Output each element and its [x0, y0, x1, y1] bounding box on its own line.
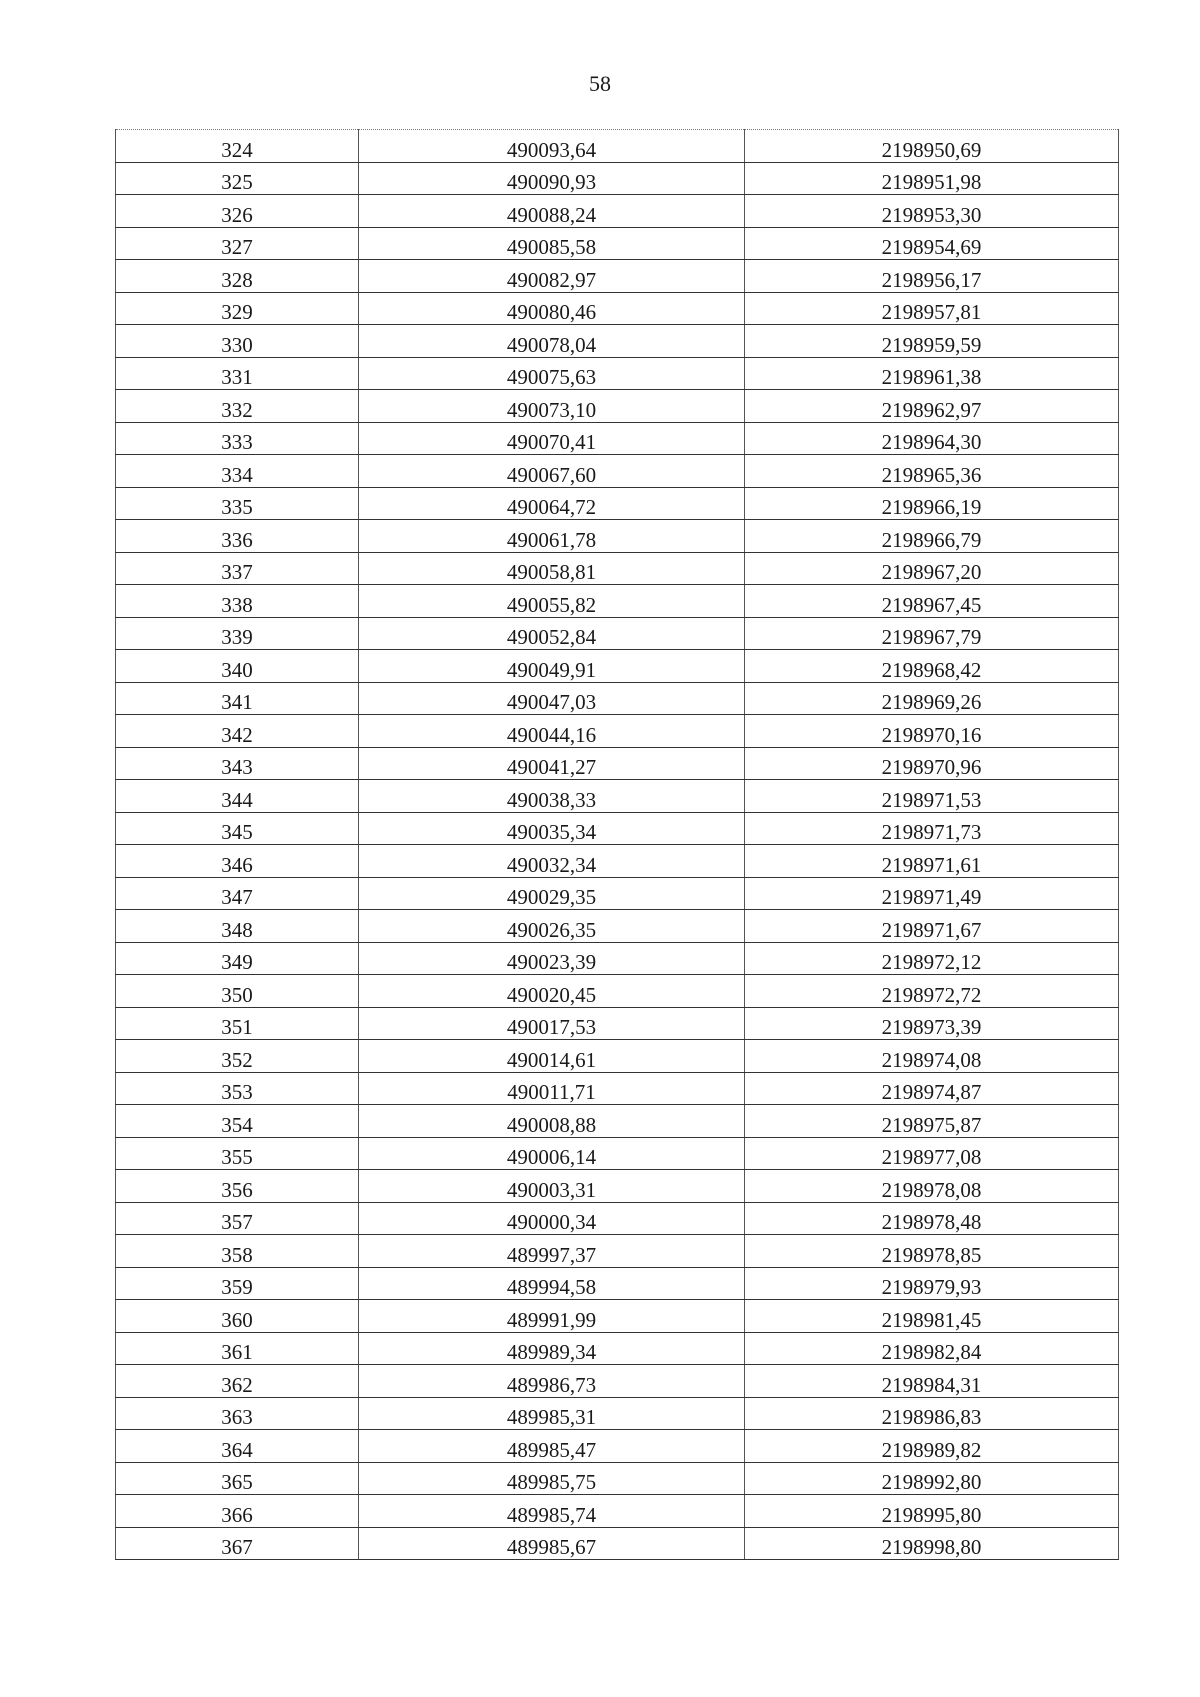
point-number-cell: 334	[116, 455, 359, 488]
y-coordinate-cell: 2198975,87	[745, 1105, 1119, 1138]
x-coordinate-cell: 489985,31	[359, 1397, 745, 1430]
table-row	[116, 520, 1119, 553]
point-number-cell: 344	[116, 780, 359, 813]
point-number-cell: 341	[116, 682, 359, 715]
y-coordinate-cell: 2198979,93	[745, 1267, 1119, 1300]
point-number-cell: 347	[116, 877, 359, 910]
table-row	[116, 195, 1119, 228]
point-number-cell: 336	[116, 520, 359, 553]
x-coordinate-cell: 490078,04	[359, 325, 745, 358]
table-row	[116, 942, 1119, 975]
table-row	[116, 422, 1119, 455]
table-row	[116, 1365, 1119, 1398]
point-number-cell: 331	[116, 357, 359, 390]
point-number-cell: 329	[116, 292, 359, 325]
x-coordinate-cell: 490085,58	[359, 227, 745, 260]
x-coordinate-cell: 490029,35	[359, 877, 745, 910]
table-row	[116, 130, 1119, 163]
x-coordinate-cell: 490080,46	[359, 292, 745, 325]
table-row	[116, 877, 1119, 910]
point-number-cell: 357	[116, 1202, 359, 1235]
y-coordinate-cell: 2198971,61	[745, 845, 1119, 878]
y-coordinate-cell: 2198981,45	[745, 1300, 1119, 1333]
y-coordinate-cell: 2198995,80	[745, 1495, 1119, 1528]
x-coordinate-cell: 489997,37	[359, 1235, 745, 1268]
y-coordinate-cell: 2198982,84	[745, 1332, 1119, 1365]
x-coordinate-cell: 490049,91	[359, 650, 745, 683]
point-number-cell: 325	[116, 162, 359, 195]
y-coordinate-cell: 2198954,69	[745, 227, 1119, 260]
point-number-cell: 352	[116, 1040, 359, 1073]
table-row	[116, 1235, 1119, 1268]
table-row	[116, 780, 1119, 813]
table-row	[116, 487, 1119, 520]
table-row	[116, 910, 1119, 943]
y-coordinate-cell: 2198970,16	[745, 715, 1119, 748]
table-row	[116, 1527, 1119, 1560]
y-coordinate-cell: 2198966,79	[745, 520, 1119, 553]
x-coordinate-cell: 490055,82	[359, 585, 745, 618]
x-coordinate-cell: 490088,24	[359, 195, 745, 228]
x-coordinate-cell: 490006,14	[359, 1137, 745, 1170]
x-coordinate-cell: 490014,61	[359, 1040, 745, 1073]
point-number-cell: 346	[116, 845, 359, 878]
point-number-cell: 340	[116, 650, 359, 683]
table-row	[116, 1007, 1119, 1040]
point-number-cell: 345	[116, 812, 359, 845]
y-coordinate-cell: 2198964,30	[745, 422, 1119, 455]
x-coordinate-cell: 490082,97	[359, 260, 745, 293]
y-coordinate-cell: 2198962,97	[745, 390, 1119, 423]
point-number-cell: 350	[116, 975, 359, 1008]
table-row	[116, 1397, 1119, 1430]
y-coordinate-cell: 2198950,69	[745, 130, 1119, 163]
y-coordinate-cell: 2198984,31	[745, 1365, 1119, 1398]
point-number-cell: 367	[116, 1527, 359, 1560]
x-coordinate-cell: 489985,47	[359, 1430, 745, 1463]
point-number-cell: 354	[116, 1105, 359, 1138]
x-coordinate-cell: 490075,63	[359, 357, 745, 390]
x-coordinate-cell: 489985,75	[359, 1462, 745, 1495]
point-number-cell: 359	[116, 1267, 359, 1300]
table-row	[116, 1430, 1119, 1463]
point-number-cell: 351	[116, 1007, 359, 1040]
y-coordinate-cell: 2198965,36	[745, 455, 1119, 488]
y-coordinate-cell: 2198973,39	[745, 1007, 1119, 1040]
point-number-cell: 366	[116, 1495, 359, 1528]
x-coordinate-cell: 490073,10	[359, 390, 745, 423]
x-coordinate-cell: 489985,74	[359, 1495, 745, 1528]
table-row	[116, 812, 1119, 845]
y-coordinate-cell: 2198992,80	[745, 1462, 1119, 1495]
point-number-cell: 335	[116, 487, 359, 520]
x-coordinate-cell: 489989,34	[359, 1332, 745, 1365]
x-coordinate-cell: 489985,67	[359, 1527, 745, 1560]
y-coordinate-cell: 2198978,08	[745, 1170, 1119, 1203]
point-number-cell: 338	[116, 585, 359, 618]
point-number-cell: 326	[116, 195, 359, 228]
y-coordinate-cell: 2198959,59	[745, 325, 1119, 358]
y-coordinate-cell: 2198972,72	[745, 975, 1119, 1008]
y-coordinate-cell: 2198967,20	[745, 552, 1119, 585]
x-coordinate-cell: 490070,41	[359, 422, 745, 455]
point-number-cell: 355	[116, 1137, 359, 1170]
table-row	[116, 1202, 1119, 1235]
x-coordinate-cell: 490008,88	[359, 1105, 745, 1138]
y-coordinate-cell: 2198978,48	[745, 1202, 1119, 1235]
point-number-cell: 339	[116, 617, 359, 650]
x-coordinate-cell: 490026,35	[359, 910, 745, 943]
x-coordinate-cell: 490052,84	[359, 617, 745, 650]
point-number-cell: 365	[116, 1462, 359, 1495]
table-row	[116, 1040, 1119, 1073]
table-row	[116, 325, 1119, 358]
table-row	[116, 455, 1119, 488]
y-coordinate-cell: 2198974,87	[745, 1072, 1119, 1105]
y-coordinate-cell: 2198974,08	[745, 1040, 1119, 1073]
y-coordinate-cell: 2198957,81	[745, 292, 1119, 325]
point-number-cell: 327	[116, 227, 359, 260]
table-row	[116, 1267, 1119, 1300]
point-number-cell: 364	[116, 1430, 359, 1463]
table-row	[116, 585, 1119, 618]
point-number-cell: 356	[116, 1170, 359, 1203]
point-number-cell: 360	[116, 1300, 359, 1333]
y-coordinate-cell: 2198961,38	[745, 357, 1119, 390]
x-coordinate-cell: 490090,93	[359, 162, 745, 195]
table-row	[116, 260, 1119, 293]
point-number-cell: 348	[116, 910, 359, 943]
table-row	[116, 1170, 1119, 1203]
x-coordinate-cell: 489991,99	[359, 1300, 745, 1333]
x-coordinate-cell: 489986,73	[359, 1365, 745, 1398]
point-number-cell: 353	[116, 1072, 359, 1105]
x-coordinate-cell: 490003,31	[359, 1170, 745, 1203]
point-number-cell: 363	[116, 1397, 359, 1430]
table-row	[116, 1300, 1119, 1333]
y-coordinate-cell: 2198978,85	[745, 1235, 1119, 1268]
point-number-cell: 328	[116, 260, 359, 293]
x-coordinate-cell: 490047,03	[359, 682, 745, 715]
y-coordinate-cell: 2198998,80	[745, 1527, 1119, 1560]
table-row	[116, 617, 1119, 650]
y-coordinate-cell: 2198972,12	[745, 942, 1119, 975]
table-row	[116, 1105, 1119, 1138]
point-number-cell: 330	[116, 325, 359, 358]
x-coordinate-cell: 490032,34	[359, 845, 745, 878]
y-coordinate-cell: 2198971,73	[745, 812, 1119, 845]
y-coordinate-cell: 2198951,98	[745, 162, 1119, 195]
y-coordinate-cell: 2198968,42	[745, 650, 1119, 683]
table-row	[116, 845, 1119, 878]
point-number-cell: 358	[116, 1235, 359, 1268]
table-row	[116, 292, 1119, 325]
table-row	[116, 682, 1119, 715]
table-row	[116, 162, 1119, 195]
table-row	[116, 650, 1119, 683]
point-number-cell: 337	[116, 552, 359, 585]
x-coordinate-cell: 490093,64	[359, 130, 745, 163]
x-coordinate-cell: 490020,45	[359, 975, 745, 1008]
x-coordinate-cell: 490017,53	[359, 1007, 745, 1040]
point-number-cell: 349	[116, 942, 359, 975]
coordinates-table-body	[116, 130, 1119, 1560]
point-number-cell: 361	[116, 1332, 359, 1365]
point-number-cell: 362	[116, 1365, 359, 1398]
y-coordinate-cell: 2198971,53	[745, 780, 1119, 813]
y-coordinate-cell: 2198986,83	[745, 1397, 1119, 1430]
table-row	[116, 552, 1119, 585]
x-coordinate-cell: 490023,39	[359, 942, 745, 975]
table-row	[116, 1072, 1119, 1105]
table-row	[116, 390, 1119, 423]
x-coordinate-cell: 490061,78	[359, 520, 745, 553]
table-row	[116, 227, 1119, 260]
x-coordinate-cell: 490038,33	[359, 780, 745, 813]
point-number-cell: 333	[116, 422, 359, 455]
coordinates-table	[115, 129, 1119, 1560]
point-number-cell: 343	[116, 747, 359, 780]
table-row	[116, 1462, 1119, 1495]
x-coordinate-cell: 490058,81	[359, 552, 745, 585]
table-row	[116, 1332, 1119, 1365]
y-coordinate-cell: 2198977,08	[745, 1137, 1119, 1170]
y-coordinate-cell: 2198971,67	[745, 910, 1119, 943]
y-coordinate-cell: 2198966,19	[745, 487, 1119, 520]
x-coordinate-cell: 490011,71	[359, 1072, 745, 1105]
x-coordinate-cell: 490000,34	[359, 1202, 745, 1235]
y-coordinate-cell: 2198971,49	[745, 877, 1119, 910]
table-row	[116, 1137, 1119, 1170]
y-coordinate-cell: 2198953,30	[745, 195, 1119, 228]
x-coordinate-cell: 490044,16	[359, 715, 745, 748]
table-row	[116, 1495, 1119, 1528]
x-coordinate-cell: 490041,27	[359, 747, 745, 780]
x-coordinate-cell: 489994,58	[359, 1267, 745, 1300]
x-coordinate-cell: 490064,72	[359, 487, 745, 520]
point-number-cell: 332	[116, 390, 359, 423]
y-coordinate-cell: 2198969,26	[745, 682, 1119, 715]
table-row	[116, 975, 1119, 1008]
point-number-cell: 324	[116, 130, 359, 163]
y-coordinate-cell: 2198967,45	[745, 585, 1119, 618]
y-coordinate-cell: 2198989,82	[745, 1430, 1119, 1463]
table-row	[116, 357, 1119, 390]
table-row	[116, 715, 1119, 748]
y-coordinate-cell: 2198970,96	[745, 747, 1119, 780]
y-coordinate-cell: 2198967,79	[745, 617, 1119, 650]
table-row	[116, 747, 1119, 780]
page-number: 58	[589, 71, 611, 96]
y-coordinate-cell: 2198956,17	[745, 260, 1119, 293]
point-number-cell: 342	[116, 715, 359, 748]
x-coordinate-cell: 490067,60	[359, 455, 745, 488]
x-coordinate-cell: 490035,34	[359, 812, 745, 845]
